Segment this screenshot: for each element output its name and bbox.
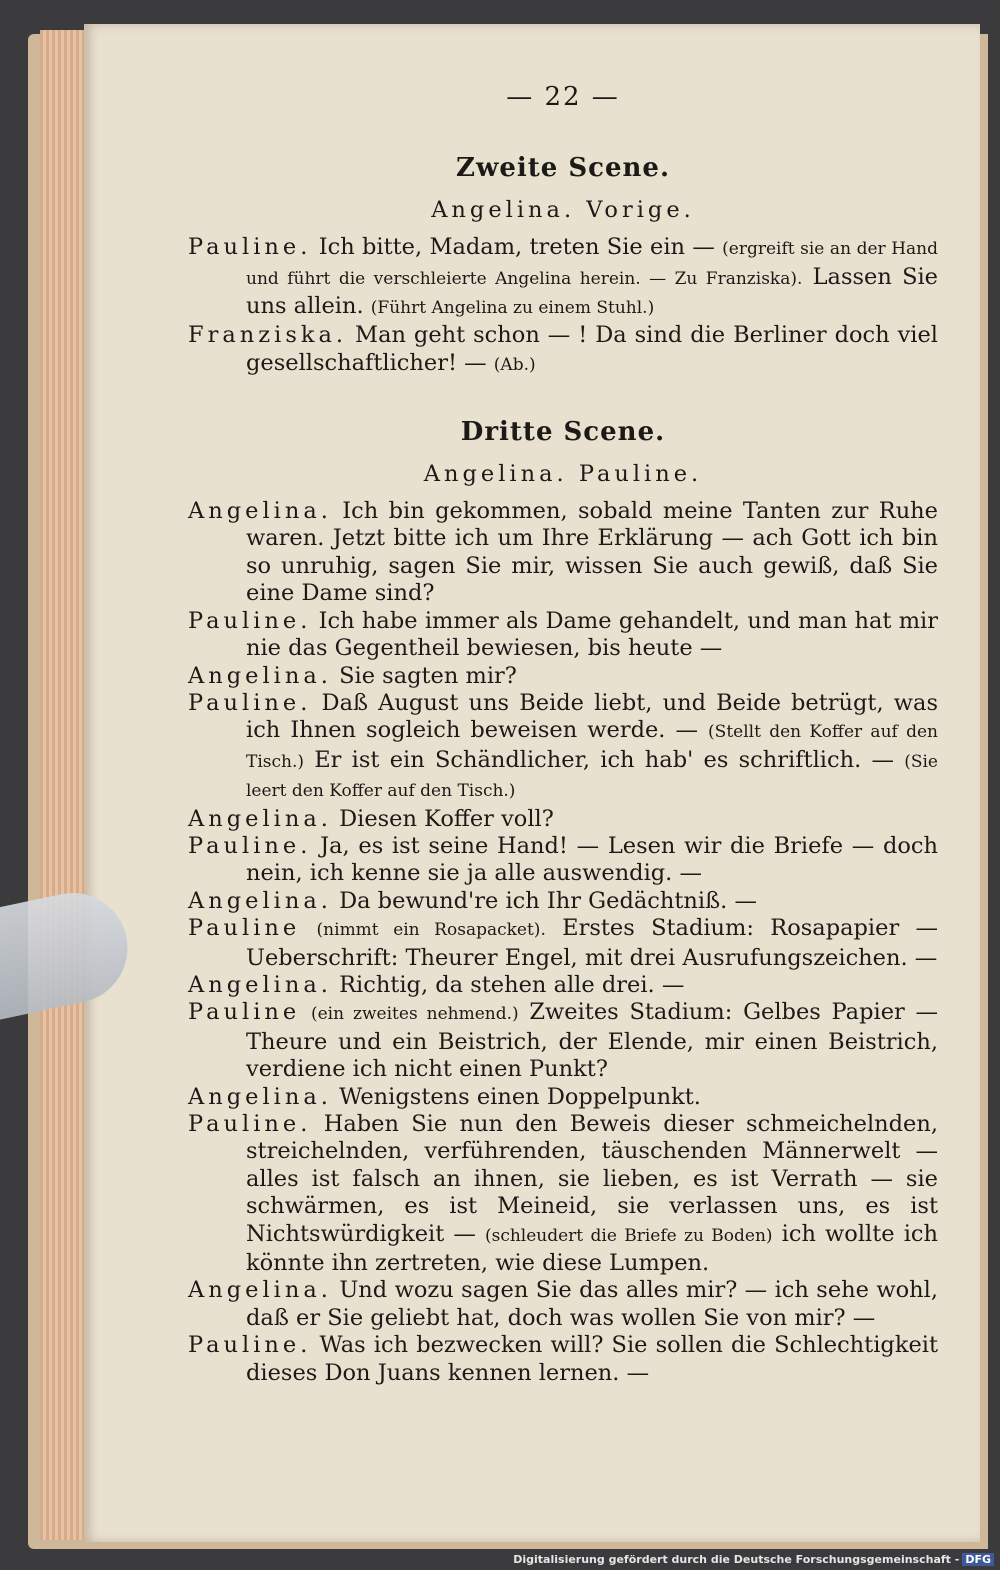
speaker-name: Pauline. bbox=[188, 1111, 312, 1137]
stage-direction: (Führt Angelina zu einem Stuhl.) bbox=[370, 298, 655, 319]
speech-text: Haben Sie nun den Beweis dieser schmeichelnden, streichelnden, verführenden, täuschenden Männerwelt — alles ist falsch an ihnen, sie lieben, es ist Verrath — sie schwärmen, es ist Meineid, sie verlassen uns, es ist Nichtswürdigkeit — bbox=[246, 1111, 938, 1247]
speech-line bbox=[188, 322, 938, 379]
speech-line bbox=[188, 663, 938, 690]
stage-direction: (schleudert die Briefe zu Boden) bbox=[484, 1225, 773, 1246]
speech-text: Ich bin gekommen, sobald meine Tanten zur Ruhe waren. Jetzt bitte ich um Ihre Erklärung — ach Gott ich bin so unruhig, sagen Sie mir, wissen Sie auch gewiß, daß Sie eine Dame sind? bbox=[246, 498, 938, 607]
scene-2-dialogue bbox=[188, 234, 938, 379]
stage-direction: (ergreift sie an der Hand und führt die verschleierte Angelina herein. — Zu Franziska). bbox=[246, 239, 938, 289]
scene-cast-3: Angelina. Pauline. bbox=[423, 460, 703, 487]
speech-text: Diesen Koffer voll? bbox=[339, 805, 554, 832]
speaker-name: Franziska. bbox=[188, 322, 348, 349]
speaker-name: Angelina. bbox=[188, 971, 332, 998]
speech-text: Er ist ein Schändlicher, ich hab' es schriftlich. — bbox=[304, 746, 905, 773]
speech-text: Da bewund're ich Ihr Gedächtniß. — bbox=[339, 887, 757, 914]
speech-text: Sie sagten mir? bbox=[339, 662, 517, 689]
speaker-name: Pauline bbox=[188, 999, 301, 1026]
speech-line bbox=[188, 833, 938, 888]
speech-line bbox=[188, 498, 938, 608]
speaker-name: Angelina. bbox=[188, 662, 332, 689]
stage-direction: (Ab.) bbox=[493, 354, 536, 375]
scene-title-3: Dritte Scene. bbox=[460, 417, 666, 448]
stage-direction: (Sie leert den Koffer auf den Tisch.) bbox=[246, 751, 938, 802]
speech-line bbox=[188, 1084, 938, 1111]
stage-direction: (ein zweites nehmend.) bbox=[310, 1004, 519, 1025]
speech-text: Ja, es ist seine Hand! — Lesen wir die Briefe — doch nein, ich kenne sie ja alle auswendig. — bbox=[246, 832, 939, 887]
speech-line bbox=[188, 608, 938, 663]
speaker-name: Pauline. bbox=[188, 832, 312, 859]
speech-text: Ich bitte, Madam, treten Sie ein — bbox=[318, 234, 723, 261]
dfg-logo: DFG bbox=[962, 1553, 994, 1566]
stage-direction: (Stellt den Koffer auf den Tisch.) bbox=[246, 722, 938, 772]
speaker-name: Angelina. bbox=[188, 1277, 332, 1304]
speech-text: Wenigstens einen Doppelpunkt. bbox=[339, 1083, 701, 1110]
speech-text: Und wozu sagen Sie das alles mir? — ich sehe wohl, daß er Sie geliebt hat, doch was wollen Sie von mir? — bbox=[246, 1277, 939, 1331]
scene-3-dialogue bbox=[188, 498, 938, 1387]
speech-line bbox=[188, 915, 938, 972]
speech-line bbox=[188, 690, 938, 806]
speaker-name: Angelina. bbox=[188, 1083, 332, 1110]
speaker-name: Angelina. bbox=[188, 805, 332, 832]
speech-line bbox=[188, 1111, 938, 1277]
speech-text: Erstes Stadium: Rosapapier — Ueberschrift: Theurer Engel, mit drei Ausrufungszeichen. — bbox=[246, 915, 938, 971]
scene-title-2: Zweite Scene. bbox=[455, 153, 671, 184]
footer-text: Digitalisierung gefördert durch die Deutsche Forschungsgemeinschaft - bbox=[513, 1553, 960, 1566]
speech-text: ich wollte ich könnte ihn zertreten, wie diese Lumpen. bbox=[246, 1220, 938, 1277]
speech-line bbox=[188, 972, 938, 999]
speech-line bbox=[188, 1277, 938, 1332]
speaker-name: Pauline. bbox=[188, 607, 312, 634]
speaker-name: Pauline. bbox=[188, 234, 312, 261]
speech-text: Man geht schon — ! Da sind die Berliner doch viel gesellschaftlicher! — bbox=[246, 322, 938, 376]
speech-line bbox=[188, 806, 938, 833]
speech-text: Daß August uns Beide liebt, und Beide betrügt, was ich Ihnen sogleich beweisen werde. — bbox=[246, 689, 938, 744]
speech-line bbox=[188, 999, 938, 1083]
page-edges bbox=[40, 30, 88, 1540]
speaker-name: Angelina. bbox=[188, 498, 332, 525]
speech-text: Richtig, da stehen alle drei. — bbox=[339, 971, 685, 998]
speech-line bbox=[188, 234, 938, 322]
page-number: — 22 — bbox=[506, 82, 620, 112]
speech-text: Ich habe immer als Dame gehandelt, und man hat mir nie das Gegentheil bewiesen, bis heute — bbox=[246, 607, 938, 662]
stage-direction: (nimmt ein Rosapacket). bbox=[316, 920, 546, 941]
speech-line bbox=[188, 888, 938, 915]
speech-text: Lassen Sie uns allein. bbox=[246, 263, 938, 320]
speaker-name: Pauline. bbox=[188, 1332, 312, 1359]
speech-text: Was ich bezwecken will? Sie sollen die Schlechtigkeit dieses Don Juans kennen lernen. — bbox=[246, 1332, 939, 1386]
speech-text: Zweites Stadium: Gelbes Papier — Theure und ein Beistrich, der Elende, mir einen Beistrich, verdiene ich nicht einen Punkt? bbox=[246, 999, 938, 1083]
page-content bbox=[188, 84, 938, 1387]
speaker-name: Pauline bbox=[188, 915, 301, 942]
speaker-name: Pauline. bbox=[188, 689, 312, 716]
scene-cast-2: Angelina. Vorige. bbox=[431, 196, 695, 223]
scene-gap bbox=[188, 379, 938, 419]
speech-line bbox=[188, 1332, 938, 1387]
digitization-footer bbox=[513, 1553, 994, 1566]
speaker-name: Angelina. bbox=[188, 887, 332, 914]
